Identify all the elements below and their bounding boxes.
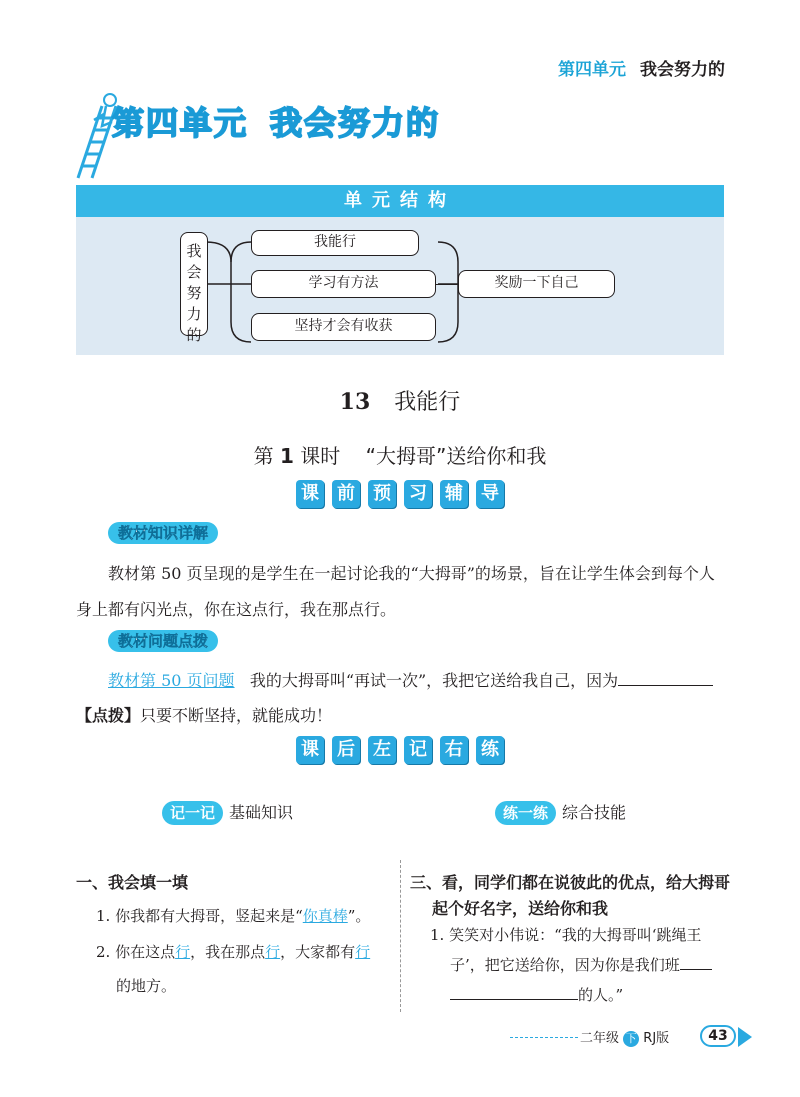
section3-blank-1[interactable] xyxy=(680,969,712,970)
page-arrow-icon xyxy=(738,1027,752,1047)
section3-q1-line1: 1. 笑笑对小伟说：“我的大拇哥叫‘跳绳王 xyxy=(430,926,702,944)
left-head-pill: 记一记 xyxy=(162,801,223,825)
section1-q2-cont: 的地方。 xyxy=(116,977,177,995)
q1-close: ”。 xyxy=(347,907,371,925)
section3-title-line1: 三、看，同学们都在说彼此的优点，给大拇哥 xyxy=(410,873,731,892)
practice-tile: 右 xyxy=(440,736,468,764)
edition-label: RJ版 xyxy=(643,1031,670,1046)
running-header xyxy=(558,55,725,80)
preview-tile: 课 xyxy=(296,480,324,508)
preview-banner xyxy=(0,480,800,508)
section3-title-line2: 起个好名字，送给你和我 xyxy=(432,899,609,918)
section1-title: 一、我会填一填 xyxy=(76,873,189,892)
section1-q2 xyxy=(96,936,370,968)
question-blank[interactable] xyxy=(618,685,713,686)
lesson-name: 我能行 xyxy=(394,390,461,415)
section3-title xyxy=(410,870,730,922)
structure-branch-3-label: 坚持才会有收获 xyxy=(294,318,393,334)
q2-answer-3[interactable]: 行 xyxy=(355,943,371,961)
period-suffix: 课时 xyxy=(300,444,341,468)
question-text: 我的大拇哥叫“再试一次”，我把它送给我自己，因为 xyxy=(249,671,619,690)
right-head-label: 综合技能 xyxy=(562,803,627,822)
section3-q1 xyxy=(430,920,712,1010)
period-prefix: 第 xyxy=(253,444,274,468)
lesson-number: 13 xyxy=(339,389,371,415)
structure-result-label: 奖励一下自己 xyxy=(494,275,579,291)
footer-divider xyxy=(510,1037,578,1038)
structure-branch-1-label: 我能行 xyxy=(314,234,356,250)
practice-tile: 课 xyxy=(296,736,324,764)
structure-link-line xyxy=(436,284,458,285)
grade-label: 二年级 xyxy=(580,1031,620,1046)
tip-line xyxy=(76,698,332,734)
knowledge-tag xyxy=(108,522,218,544)
practice-tile: 练 xyxy=(476,736,504,764)
column-divider xyxy=(400,860,401,1012)
term-badge: 下 xyxy=(623,1031,639,1047)
preview-tile: 习 xyxy=(404,480,432,508)
footer-grade xyxy=(580,1027,669,1047)
structure-result xyxy=(458,270,615,298)
period-title xyxy=(0,440,800,469)
preview-tile: 预 xyxy=(368,480,396,508)
period-number: 1 xyxy=(279,444,294,468)
practice-tile: 记 xyxy=(404,736,432,764)
left-column-head xyxy=(162,800,293,825)
unit-structure-heading: 单元结构 xyxy=(76,185,724,217)
question-tag-label: 教材问题点拨 xyxy=(108,630,218,652)
structure-branch-3 xyxy=(251,313,436,341)
preview-tile: 辅 xyxy=(440,480,468,508)
section1-q1 xyxy=(96,900,370,932)
knowledge-text: 教材第 50 页呈现的是学生在一起讨论我的“大拇哥”的场景，旨在让学生体会到每个人身上都有闪光点，你在这点行，我在那点行。 xyxy=(76,564,715,619)
section3-blank-2[interactable] xyxy=(450,999,578,1000)
knowledge-tag-label: 教材知识详解 xyxy=(108,522,218,544)
tip-text: 只要不断坚持，就能成功！ xyxy=(140,706,333,725)
tip-label: 【点拨】 xyxy=(76,706,141,725)
structure-root xyxy=(180,232,208,344)
structure-root-label: 我会努力的 xyxy=(186,242,202,344)
header-title: 我会努力的 xyxy=(640,60,725,80)
structure-branch-1 xyxy=(251,230,419,256)
q1-text: 1. 你我都有大拇哥，竖起来是“ xyxy=(96,907,303,925)
lesson-title xyxy=(0,385,800,416)
structure-branch-2 xyxy=(251,270,436,298)
question-ref-link[interactable]: 教材第 50 页问题 xyxy=(108,671,235,690)
right-column-head xyxy=(495,800,626,825)
structure-branch-2-label: 学习有方法 xyxy=(308,275,379,291)
question-tag xyxy=(108,630,218,652)
practice-tile: 左 xyxy=(368,736,396,764)
q2-text-3: ，大家都有 xyxy=(280,943,356,961)
page-number: 43 xyxy=(700,1025,736,1047)
preview-tile: 导 xyxy=(476,480,504,508)
header-unit: 第四单元 xyxy=(558,60,626,80)
unit-name: 我会努力的 xyxy=(270,104,441,142)
practice-banner xyxy=(0,736,800,764)
period-name: “大拇哥”送给你和我 xyxy=(365,444,547,468)
q2-text-2: ，我在那点 xyxy=(190,943,266,961)
q2-answer-1[interactable]: 行 xyxy=(175,943,191,961)
unit-number: 第四单元 xyxy=(112,104,249,142)
unit-title xyxy=(112,98,440,144)
question-line xyxy=(108,663,728,699)
section3-q1-line2: 子’，把它送给你，因为你是我们班 xyxy=(450,956,680,974)
preview-tile: 前 xyxy=(332,480,360,508)
section3-q1-line3: 的人。” xyxy=(578,986,624,1004)
q1-answer[interactable]: 你真棒 xyxy=(302,907,348,925)
left-head-label: 基础知识 xyxy=(229,803,294,822)
right-head-pill: 练一练 xyxy=(495,801,556,825)
q2-answer-2[interactable]: 行 xyxy=(265,943,281,961)
q2-text: 2. 你在这点 xyxy=(96,943,176,961)
practice-tile: 后 xyxy=(332,736,360,764)
